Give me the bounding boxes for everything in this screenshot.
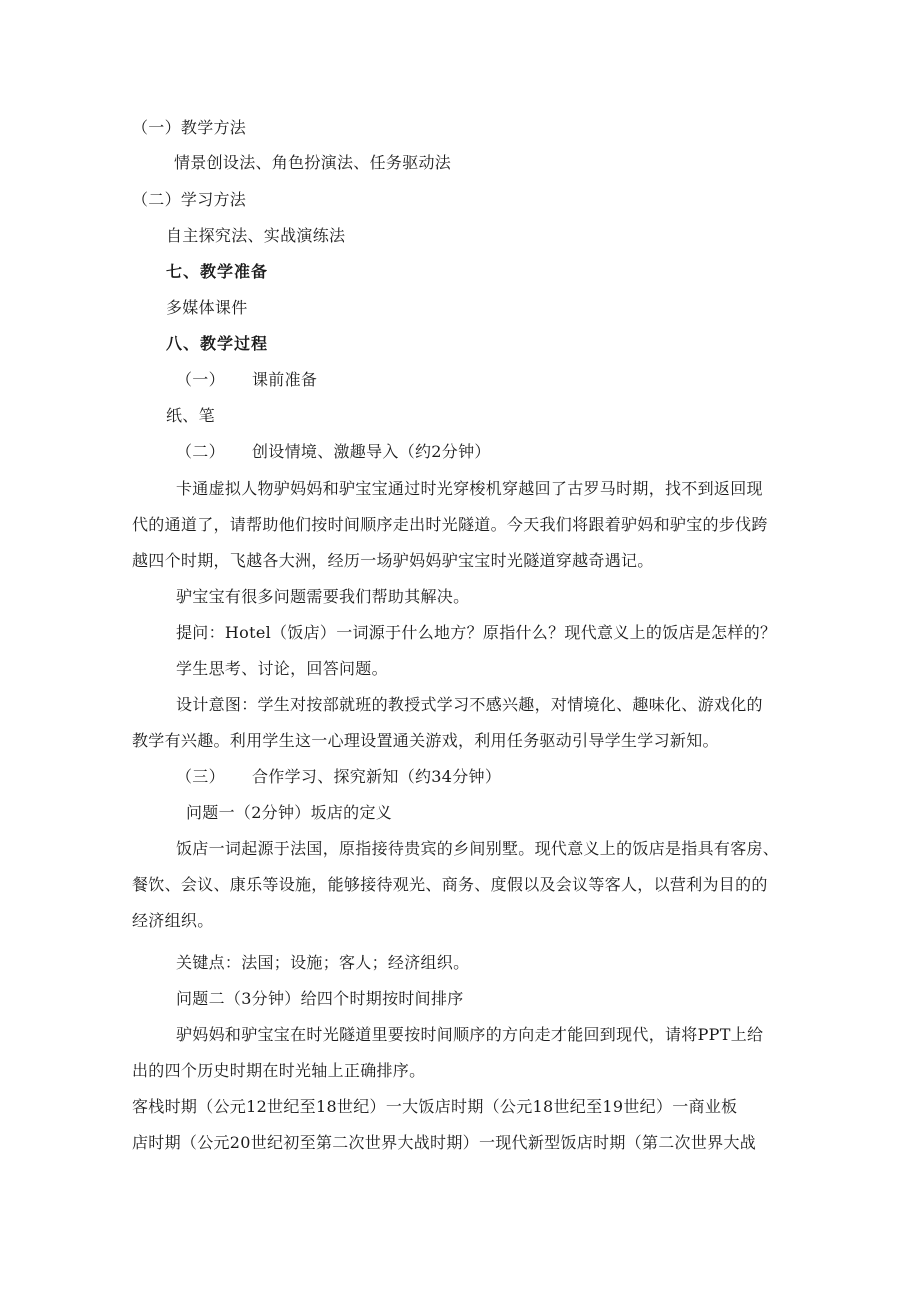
question1-paragraph-line3: 经济组织。: [132, 911, 214, 930]
teaching-method-text: 情景创设法、角色扮演法、任务驱动法: [174, 153, 452, 172]
design-intent-line2: 教学有兴趣。利用学生这一心理设置通关游戏，利用任务驱动引导学生学习新知。: [132, 731, 719, 750]
step2-paragraph1-line3: 越四个时期，飞越各大洲，经历一场驴妈妈驴宝宝时光隧道穿越奇遇记。: [132, 551, 654, 570]
question2-paragraph-line2: 出的四个历史时期在时光轴上正确排序。: [132, 1061, 426, 1080]
step2-number: （二）: [176, 442, 225, 461]
step2-title: 创设情境、激趣导入（约2分钟）: [252, 442, 491, 461]
learning-method-text: 自主探究法、实战演练法: [166, 226, 346, 245]
step1-title: 课前准备: [252, 370, 318, 389]
step1-text: 纸、笔: [166, 406, 215, 425]
step2-paragraph2: 驴宝宝有很多问题需要我们帮助其解决。: [176, 587, 470, 606]
learning-method-heading: （二）学习方法: [132, 190, 247, 209]
teaching-method-heading: （一）教学方法: [132, 118, 247, 137]
timeline-line2: 店时期（公元20世纪初至第二次世界大战时期）一现代新型饭店时期（第二次世界大战: [132, 1133, 757, 1152]
step2-paragraph1-line1: 卡通虚拟人物驴妈妈和驴宝宝通过时光穿梭机穿越回了古罗马时期，找不到返回现: [176, 479, 763, 498]
step2-question: 提问：Hotel（饭店）一词源于什么地方？原指什么？现代意义上的饭店是怎样的？: [176, 623, 777, 642]
question1-paragraph-line1: 饭店一词起源于法国，原指接待贵宾的乡间别墅。现代意义上的饭店是指具有客房、: [176, 839, 780, 858]
step2-paragraph4: 学生思考、讨论，回答问题。: [176, 659, 388, 678]
step2-paragraph1-line2: 代的通道了，请帮助他们按时间顺序走出时光隧道。今天我们将跟着驴妈和驴宝的步伐跨: [132, 515, 768, 534]
design-intent-line1: 设计意图：学生对按部就班的教授式学习不感兴趣，对情境化、趣味化、游戏化的: [176, 695, 763, 714]
question1-title: 问题一（2分钟）坂店的定义: [186, 803, 393, 822]
step3-title: 合作学习、探究新知（约34分钟）: [252, 767, 502, 786]
teaching-prep-text: 多媒体课件: [166, 298, 248, 317]
step1-number: （一）: [176, 370, 225, 389]
teaching-prep-heading: 七、教学准备: [166, 262, 269, 281]
question2-title: 问题二（3分钟）给四个时期按时间排序: [176, 989, 464, 1008]
question1-paragraph-line2: 餐饮、会议、康乐等设施，能够接待观光、商务、度假以及会议等客人，以营利为目的的: [132, 875, 768, 894]
timeline-line1: 客栈时期（公元12世纪至18世纪）一大饭店时期（公元18世纪至19世纪）一商业板: [132, 1097, 738, 1116]
question1-keypoints: 关键点：法国；设施；客人；经济组织。: [176, 953, 470, 972]
question2-paragraph-line1: 驴妈妈和驴宝宝在时光隧道里要按时间顺序的方向走才能回到现代，请将PPT上给: [176, 1025, 764, 1044]
step3-number: （三）: [176, 767, 225, 786]
teaching-process-heading: 八、教学过程: [166, 334, 269, 353]
